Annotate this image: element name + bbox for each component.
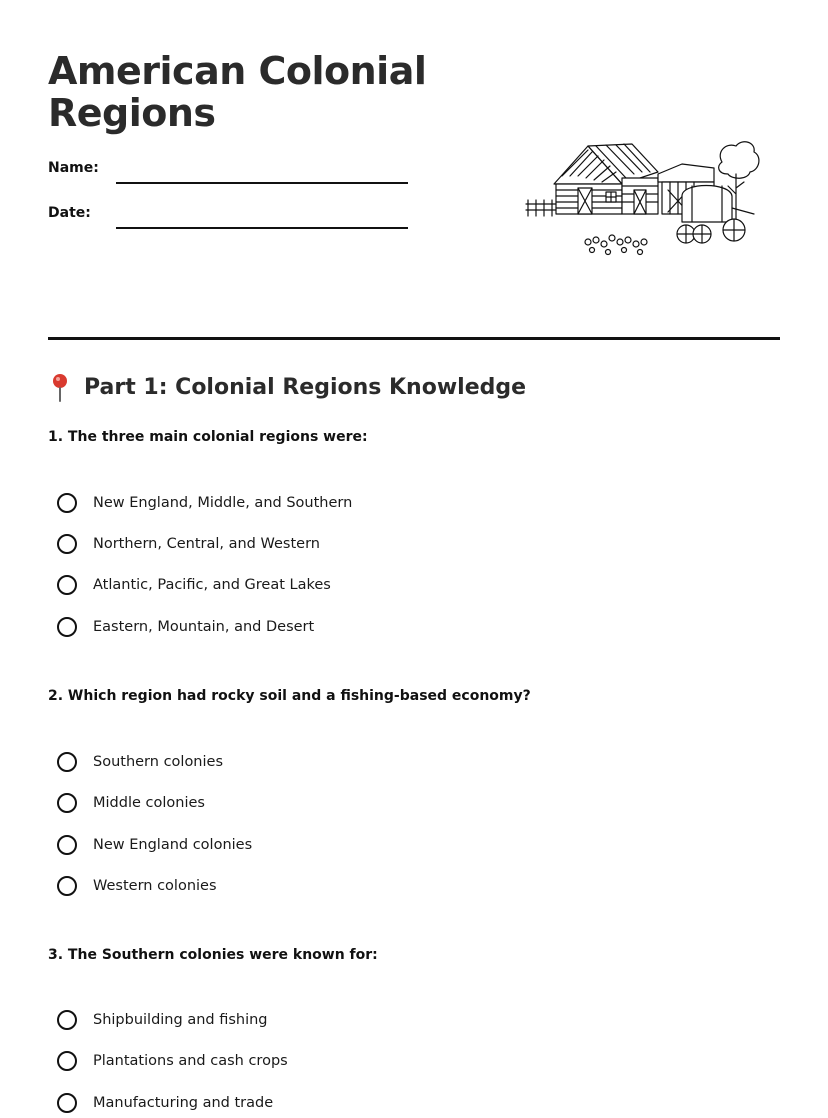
radio-button[interactable]	[57, 835, 77, 855]
option-label: Northern, Central, and Western	[93, 536, 320, 552]
name-label: Name:	[48, 160, 99, 176]
option-label: New England, Middle, and Southern	[93, 495, 353, 511]
q2-option-2[interactable]	[57, 790, 205, 816]
question-3: 3. The Southern colonies were known for:	[48, 947, 378, 963]
radio-button[interactable]	[57, 534, 77, 554]
radio-button[interactable]	[57, 752, 77, 772]
map-pin-icon	[48, 372, 74, 402]
question-1: 1. The three main colonial regions were:	[48, 429, 368, 445]
farm-illustration	[522, 138, 764, 264]
q3-option-2[interactable]	[57, 1048, 288, 1074]
date-label: Date:	[48, 205, 91, 221]
wagon-icon	[677, 186, 754, 244]
flowers-icon	[585, 235, 647, 255]
barn-icon	[554, 144, 658, 214]
radio-button[interactable]	[57, 793, 77, 813]
radio-button[interactable]	[57, 876, 77, 896]
radio-button[interactable]	[57, 1051, 77, 1071]
radio-button[interactable]	[57, 1093, 77, 1113]
q3-option-1[interactable]	[57, 1007, 268, 1033]
question-2: 2. Which region had rocky soil and a fishing-based economy?	[48, 688, 531, 704]
part-1-title	[48, 372, 526, 402]
q3-option-3[interactable]	[57, 1090, 273, 1116]
part-1-title-text: Part 1: Colonial Regions Knowledge	[84, 374, 527, 400]
q1-option-4[interactable]	[57, 614, 314, 640]
fence-icon	[526, 200, 556, 216]
q1-option-2[interactable]	[57, 531, 320, 557]
option-label: Middle colonies	[93, 795, 205, 811]
q1-option-1[interactable]	[57, 490, 352, 516]
date-field[interactable]	[48, 203, 408, 227]
title-line-2: Regions	[48, 91, 216, 135]
option-label: Eastern, Mountain, and Desert	[93, 619, 315, 635]
name-line[interactable]	[116, 182, 408, 184]
q2-option-3[interactable]	[57, 832, 252, 858]
radio-button[interactable]	[57, 493, 77, 513]
radio-button[interactable]	[57, 575, 77, 595]
option-label: Atlantic, Pacific, and Great Lakes	[93, 577, 331, 593]
radio-button[interactable]	[57, 617, 77, 637]
q1-option-3[interactable]	[57, 572, 331, 598]
option-label: Manufacturing and trade	[93, 1095, 274, 1111]
title-line-1: American Colonial	[48, 49, 427, 93]
option-label: New England colonies	[93, 837, 253, 853]
worksheet-title	[48, 50, 468, 134]
option-label: Western colonies	[93, 878, 217, 894]
section-divider	[48, 337, 780, 340]
q2-option-4[interactable]	[57, 873, 217, 899]
option-label: Southern colonies	[93, 754, 224, 770]
date-line[interactable]	[116, 227, 408, 229]
radio-button[interactable]	[57, 1010, 77, 1030]
option-label: Shipbuilding and fishing	[93, 1012, 268, 1028]
q2-option-1[interactable]	[57, 749, 223, 775]
name-field[interactable]	[48, 158, 408, 182]
option-label: Plantations and cash crops	[93, 1053, 288, 1069]
